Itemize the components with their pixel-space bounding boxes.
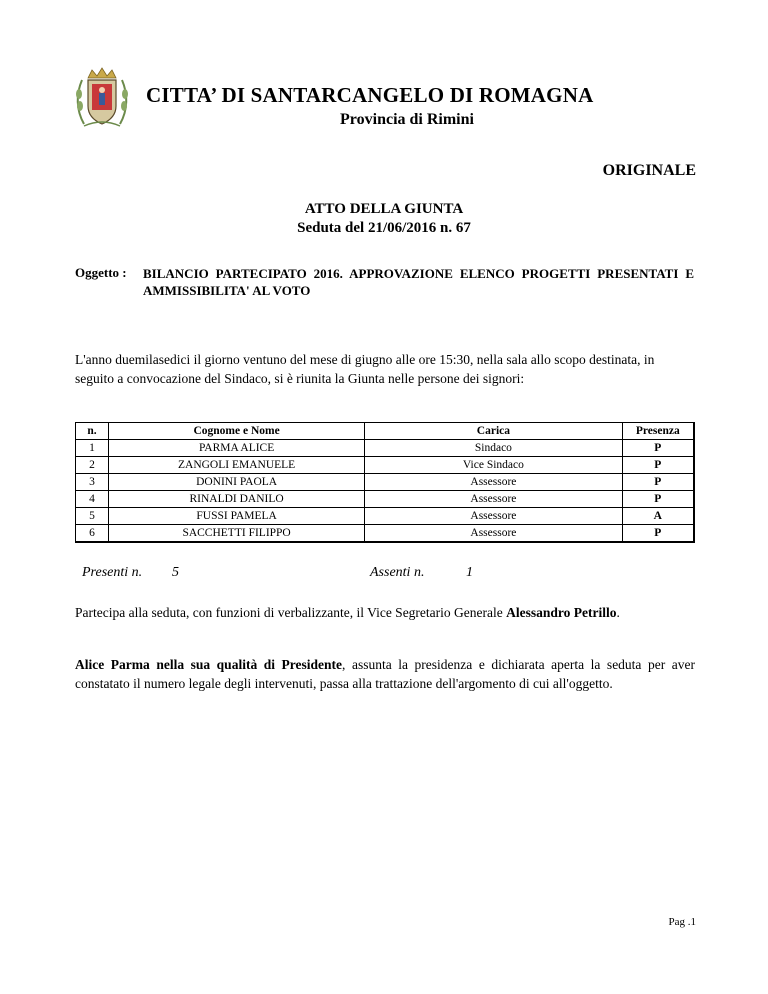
col-header-role: Carica	[365, 423, 622, 440]
member-role: Vice Sindaco	[365, 457, 622, 474]
province-name: Provincia di Rimini	[340, 111, 474, 128]
secretary-text: Partecipa alla seduta, con funzioni di verbalizzante, il Vice Segretario Generale	[75, 605, 507, 620]
table-row	[76, 508, 695, 525]
member-presence: P	[622, 457, 694, 474]
subject-label: Oggetto :	[75, 265, 127, 280]
president-name: Alice Parma nella sua qualità di Presidente	[75, 657, 343, 672]
city-name: CITTA’ DI SANTARCANGELO DI ROMAGNA	[146, 83, 594, 107]
member-presence: A	[622, 508, 694, 525]
member-name: FUSSI PAMELA	[108, 508, 364, 525]
member-name: ZANGOLI EMANUELE	[108, 457, 364, 474]
member-number: 2	[76, 457, 109, 474]
member-role: Assessore	[365, 508, 622, 525]
secretary-name: Alessandro Petrillo	[506, 605, 617, 620]
member-name: PARMA ALICE	[108, 440, 364, 457]
col-header-number: n.	[76, 423, 109, 440]
member-name: RINALDI DANILO	[108, 491, 364, 508]
table-row	[76, 474, 695, 491]
absent-count: 1	[466, 565, 473, 580]
member-role: Assessore	[365, 525, 622, 543]
member-role: Assessore	[365, 474, 622, 491]
document-status: ORIGINALE	[602, 162, 696, 179]
table-row	[76, 525, 695, 543]
member-presence: P	[622, 525, 694, 543]
act-header	[0, 200, 768, 238]
subject-text: BILANCIO PARTECIPATO 2016. APPROVAZIONE ELENCO PROGETTI PRESENTATI E AMMISSIBILITA' AL VOTO	[143, 266, 694, 298]
secretary-end: .	[616, 605, 620, 620]
president-text: , assunta la presidenza e dichiarata aperta la seduta per aver constatato il numero legale degli intervenuti, passa alla trattazione dell'argomento di cui all'oggetto.	[75, 657, 695, 691]
page-number: Pag .1	[668, 916, 696, 928]
present-label: Presenti n.	[82, 565, 143, 580]
member-presence: P	[622, 474, 694, 491]
member-name: DONINI PAOLA	[108, 474, 364, 491]
member-role: Assessore	[365, 491, 622, 508]
present-count: 5	[172, 565, 179, 580]
member-number: 4	[76, 491, 109, 508]
table-header-row	[76, 423, 695, 440]
member-presence: P	[622, 440, 694, 457]
session-info: Seduta del 21/06/2016 n. 67	[297, 220, 471, 236]
member-number: 5	[76, 508, 109, 525]
president-paragraph	[75, 655, 695, 693]
col-header-name: Cognome e Nome	[108, 423, 364, 440]
member-number: 6	[76, 525, 109, 543]
member-number: 3	[76, 474, 109, 491]
act-title: ATTO DELLA GIUNTA	[304, 201, 464, 217]
table-row	[76, 491, 695, 508]
secretary-paragraph	[75, 603, 695, 622]
member-number: 1	[76, 440, 109, 457]
intro-paragraph: L'anno duemilasedici il giorno ventuno del mese di giugno alle ore 15:30, nella sala allo scopo destinata, in seguito a convocazione del Sindaco, si è riunita la Giunta nelle persone dei signori:	[75, 352, 655, 386]
members-table	[75, 422, 695, 543]
table-row	[76, 457, 695, 474]
table-row	[76, 440, 695, 457]
member-role: Sindaco	[365, 440, 622, 457]
member-name: SACCHETTI FILIPPO	[108, 525, 364, 543]
member-presence: P	[622, 491, 694, 508]
absent-label: Assenti n.	[370, 565, 425, 580]
col-header-presence: Presenza	[622, 423, 694, 440]
